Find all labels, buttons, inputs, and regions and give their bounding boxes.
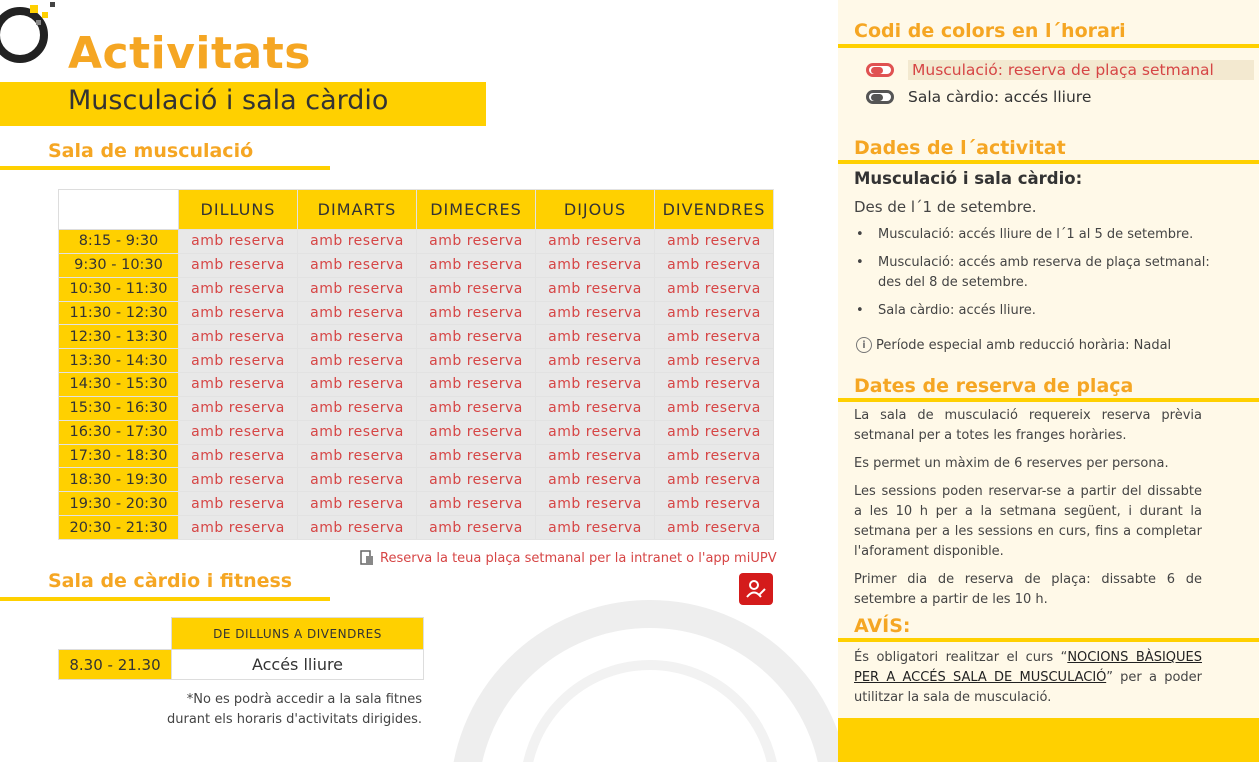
schedule-cell: amb reserva: [298, 349, 417, 373]
time-slot: 19:30 - 20:30: [59, 492, 179, 516]
schedule-cell: amb reserva: [655, 325, 774, 349]
page-subtitle: Musculació i sala càrdio: [68, 85, 389, 116]
schedule-cell: amb reserva: [655, 277, 774, 301]
schedule-corner-cell: [59, 190, 179, 230]
schedule-cell: amb reserva: [298, 468, 417, 492]
schedule-cell: amb reserva: [655, 396, 774, 420]
schedule-cell: amb reserva: [179, 492, 298, 516]
list-item: • Musculació: accés lliure de l´1 al 5 de setembre.: [854, 225, 1214, 245]
schedule-cell: amb reserva: [655, 373, 774, 397]
day-header: DIMECRES: [417, 190, 536, 230]
schedule-cell: amb reserva: [298, 277, 417, 301]
time-slot: 18:30 - 19:30: [59, 468, 179, 492]
schedule-cell: amb reserva: [417, 230, 536, 254]
schedule-cell: amb reserva: [536, 420, 655, 444]
list-item: • Sala càrdio: accés lliure.: [854, 301, 1214, 321]
time-slot: 15:30 - 16:30: [59, 396, 179, 420]
schedule-cell: amb reserva: [417, 516, 536, 540]
table-row: [59, 492, 774, 516]
schedule-cell: amb reserva: [655, 468, 774, 492]
miupv-app-icon[interactable]: [739, 573, 773, 605]
legend-title: Codi de colors en l´horari: [854, 20, 1126, 42]
corner-decoration: [0, 0, 70, 80]
table-row: [59, 301, 774, 325]
time-slot: 16:30 - 17:30: [59, 420, 179, 444]
schedule-cell: amb reserva: [417, 468, 536, 492]
schedule-header-row: [59, 190, 774, 230]
cardio-header: DE DILLUNS A DIVENDRES: [172, 618, 424, 650]
schedule-cell: amb reserva: [179, 396, 298, 420]
schedule-cell: amb reserva: [536, 468, 655, 492]
schedule-cell: amb reserva: [417, 325, 536, 349]
schedule-cell: amb reserva: [655, 420, 774, 444]
toggle-red-icon: [866, 63, 894, 77]
avis-text: És obligatori realitzar el curs “: [854, 650, 1068, 665]
day-header: DIJOUS: [536, 190, 655, 230]
time-slot: 12:30 - 13:30: [59, 325, 179, 349]
legend-label: Musculació: reserva de plaça setmanal: [908, 60, 1254, 80]
dades-date: Des de l´1 de setembre.: [854, 198, 1037, 216]
toggle-gray-icon: [866, 90, 894, 104]
schedule-cell: amb reserva: [179, 277, 298, 301]
schedule-cell: amb reserva: [179, 301, 298, 325]
time-slot: 13:30 - 14:30: [59, 349, 179, 373]
reserva-paragraph: La sala de musculació requereix reserva prèvia setmanal per a totes les franges horàries.: [854, 408, 1202, 443]
schedule-cell: amb reserva: [179, 253, 298, 277]
cardio-value: Accés lliure: [172, 650, 424, 680]
table-row: [59, 420, 774, 444]
table-row: [59, 230, 774, 254]
reserva-paragraph: Primer dia de reserva de plaça: dissabte 6 de setembre a partir de les 10 h.: [854, 572, 1202, 607]
info-icon: i: [856, 337, 872, 353]
legend-item-cardio: [866, 88, 1091, 106]
schedule-cell: amb reserva: [179, 373, 298, 397]
table-row: [59, 373, 774, 397]
section-title-cardio: Sala de càrdio i fitness: [48, 570, 293, 592]
table-row: [59, 325, 774, 349]
schedule-cell: amb reserva: [536, 373, 655, 397]
section-title-musculacio: Sala de musculació: [48, 140, 254, 162]
schedule-cell: amb reserva: [417, 444, 536, 468]
schedule-cell: amb reserva: [298, 253, 417, 277]
schedule-cell: amb reserva: [298, 396, 417, 420]
schedule-cell: amb reserva: [536, 253, 655, 277]
time-slot: 11:30 - 12:30: [59, 301, 179, 325]
schedule-cell: amb reserva: [655, 492, 774, 516]
dades-title: Dades de l´activitat: [854, 137, 1066, 159]
day-header: DILLUNS: [179, 190, 298, 230]
schedule-cell: amb reserva: [417, 349, 536, 373]
schedule-cell: amb reserva: [655, 444, 774, 468]
cardio-note-line: *No es podrà accedir a la sala fitnes: [186, 692, 422, 707]
schedule-cell: amb reserva: [417, 396, 536, 420]
schedule-cell: amb reserva: [655, 230, 774, 254]
schedule-cell: amb reserva: [179, 444, 298, 468]
schedule-table: [58, 189, 774, 540]
reserva-paragraph: Es permet un màxim de 6 reserves per persona.: [854, 456, 1169, 471]
schedule-cell: amb reserva: [179, 325, 298, 349]
table-row: [59, 396, 774, 420]
table-row: [59, 444, 774, 468]
schedule-body: [59, 230, 774, 540]
schedule-cell: amb reserva: [417, 301, 536, 325]
table-row: [59, 516, 774, 540]
schedule-cell: amb reserva: [298, 492, 417, 516]
table-row: [59, 277, 774, 301]
schedule-cell: amb reserva: [417, 277, 536, 301]
cardio-table: [58, 617, 424, 680]
cardio-corner-cell: [59, 618, 172, 650]
legend-item-musculacio: [866, 60, 1254, 80]
schedule-cell: amb reserva: [417, 373, 536, 397]
schedule-cell: amb reserva: [536, 277, 655, 301]
schedule-cell: amb reserva: [179, 516, 298, 540]
schedule-cell: amb reserva: [536, 230, 655, 254]
schedule-cell: amb reserva: [298, 230, 417, 254]
section-underline: [838, 398, 1259, 402]
avis-text: ” per a poder utilitzar la sala de musculació.: [854, 670, 1202, 705]
schedule-cell: amb reserva: [536, 396, 655, 420]
schedule-cell: amb reserva: [655, 349, 774, 373]
table-row: [59, 349, 774, 373]
list-item: • Musculació: accés amb reserva de plaça setmanal: des del 8 de setembre.: [854, 253, 1214, 293]
section-underline: [838, 638, 1259, 642]
schedule-cell: amb reserva: [298, 420, 417, 444]
schedule-cell: amb reserva: [179, 468, 298, 492]
schedule-cell: amb reserva: [536, 444, 655, 468]
reserva-paragraph: Les sessions poden reservar-se a partir del dissabte a les 10 h per a la setmana següent, i durant la setmana per a les sessions en curs, fins a completar l'aforament disponible.: [854, 484, 1202, 559]
dades-list: [854, 225, 1214, 329]
legend-label: Sala càrdio: accés lliure: [908, 88, 1092, 106]
schedule-cell: amb reserva: [417, 420, 536, 444]
schedule-cell: amb reserva: [655, 253, 774, 277]
time-slot: 20:30 - 21:30: [59, 516, 179, 540]
schedule-cell: amb reserva: [536, 301, 655, 325]
cardio-note-line: durant els horaris d'activitats dirigides.: [166, 712, 422, 727]
schedule-cell: amb reserva: [536, 516, 655, 540]
schedule-cell: amb reserva: [298, 516, 417, 540]
reserve-note[interactable]: [360, 550, 777, 566]
schedule-cell: amb reserva: [179, 349, 298, 373]
schedule-cell: amb reserva: [179, 230, 298, 254]
schedule-cell: amb reserva: [298, 325, 417, 349]
schedule-cell: amb reserva: [417, 253, 536, 277]
cardio-note: [122, 690, 422, 730]
schedule-cell: amb reserva: [536, 349, 655, 373]
reserva-title: Dates de reserva de plaça: [854, 375, 1134, 397]
schedule-cell: amb reserva: [179, 420, 298, 444]
reserve-note-text: Reserva la teua plaça setmanal per la intranet o l'app miUPV: [380, 550, 777, 566]
schedule-cell: amb reserva: [655, 301, 774, 325]
schedule-cell: amb reserva: [536, 492, 655, 516]
info-row: [856, 337, 1171, 353]
dades-heading: Musculació i sala càrdio:: [854, 169, 1083, 188]
table-row: [59, 253, 774, 277]
info-panel-footer: [838, 718, 1259, 762]
table-row: [59, 468, 774, 492]
user-edit-icon: [745, 578, 767, 600]
page-title: Activitats: [68, 28, 311, 79]
time-slot: 17:30 - 18:30: [59, 444, 179, 468]
section-underline: [838, 160, 1259, 164]
time-slot: 9:30 - 10:30: [59, 253, 179, 277]
info-text: Període especial amb reducció horària: Nadal: [876, 337, 1172, 353]
time-slot: 8:15 - 9:30: [59, 230, 179, 254]
day-header: DIVENDRES: [655, 190, 774, 230]
avis-paragraph: [854, 648, 1202, 708]
avis-title: AVÍS:: [854, 615, 911, 637]
cardio-time: 8.30 - 21.30: [59, 650, 172, 680]
schedule-cell: amb reserva: [655, 516, 774, 540]
document-phone-icon: [360, 550, 374, 566]
schedule-cell: amb reserva: [417, 492, 536, 516]
schedule-cell: amb reserva: [536, 325, 655, 349]
schedule-cell: amb reserva: [298, 444, 417, 468]
section-underline: [0, 597, 330, 601]
section-underline: [0, 166, 330, 170]
day-header: DIMARTS: [298, 190, 417, 230]
time-slot: 14:30 - 15:30: [59, 373, 179, 397]
time-slot: 10:30 - 11:30: [59, 277, 179, 301]
schedule-cell: amb reserva: [298, 373, 417, 397]
section-underline: [838, 44, 1259, 48]
schedule-cell: amb reserva: [298, 301, 417, 325]
course-link[interactable]: NOCIONS BÀSIQUES PER A ACCÉS SALA DE MUSCULACIÓ: [854, 650, 1202, 685]
